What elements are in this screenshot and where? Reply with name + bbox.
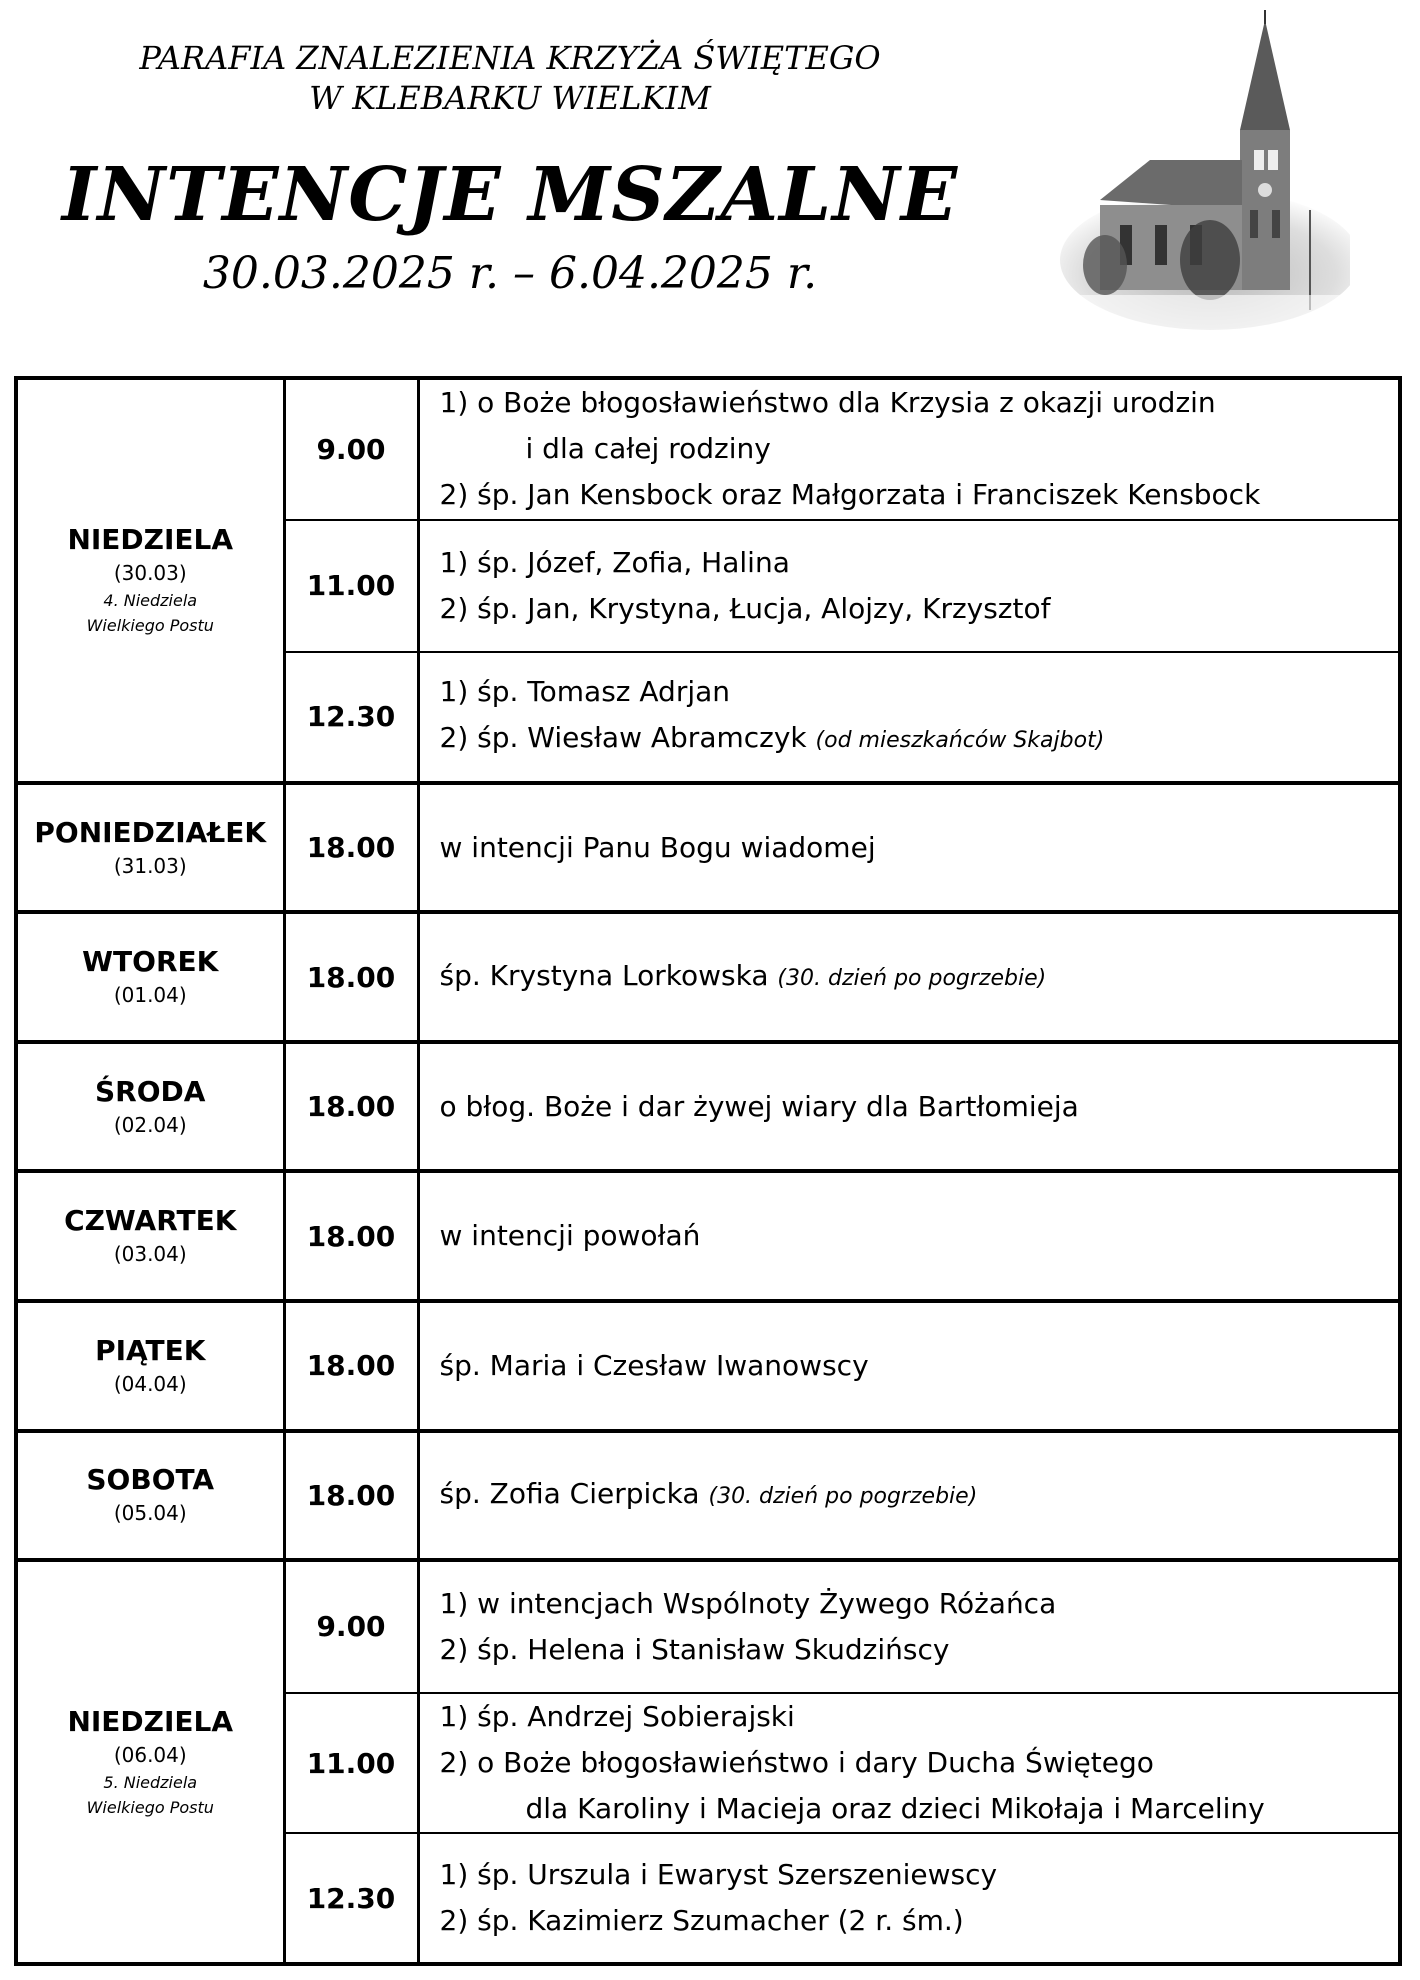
intention-line (440, 1581, 1399, 1627)
mass-time: 18.00 (284, 1301, 418, 1431)
mass-intentions (418, 912, 1400, 1042)
mass-intentions (418, 1833, 1400, 1964)
intention-text: 1) śp. Urszula i Ewaryst Szerszeniewscy (439, 1858, 998, 1892)
day-name: PIĄTEK (95, 1333, 206, 1367)
day-name: PONIEDZIAŁEK (34, 815, 267, 849)
mass-time: 18.00 (284, 1431, 418, 1561)
mass-row (16, 1560, 1400, 1693)
day-cell (16, 1171, 284, 1301)
intention-line (440, 1213, 1399, 1259)
intention-line (440, 1471, 1399, 1520)
mass-time: 18.00 (284, 1042, 418, 1172)
intention-text: 1) o Boże błogosławieństwo dla Krzysia z okazji urodzin (439, 386, 1216, 420)
mass-time: 11.00 (284, 1693, 418, 1834)
mass-intentions (418, 1301, 1400, 1431)
day-cell (16, 378, 284, 783)
intention-text: 2) śp. Jan Kensbock oraz Małgorzata i Franciszek Kensbock (439, 478, 1261, 512)
parish-line-2: W KLEBARKU WIELKIM (309, 79, 711, 117)
mass-intentions (418, 1560, 1400, 1693)
intention-note: (od mieszkańców Skajbot) (815, 728, 1105, 754)
day-date: (06.04) (113, 1743, 187, 1768)
church-illustration (1060, 10, 1350, 330)
mass-intentions (418, 520, 1400, 653)
mass-intentions (418, 1042, 1400, 1172)
mass-intentions (418, 783, 1400, 913)
mass-time: 18.00 (284, 912, 418, 1042)
mass-time: 12.30 (284, 652, 418, 783)
day-date: (31.03) (113, 853, 187, 878)
day-date: (30.03) (113, 561, 187, 586)
intention-line (440, 586, 1399, 632)
day-name: CZWARTEK (64, 1204, 237, 1238)
intention-text: śp. Maria i Czesław Iwanowscy (439, 1348, 869, 1382)
intention-line (440, 825, 1399, 871)
intention-text: śp. Krystyna Lorkowska (439, 958, 769, 992)
day-cell (16, 1042, 284, 1172)
parish-name (60, 38, 960, 118)
day-name: NIEDZIELA (67, 1705, 234, 1739)
day-date: (05.04) (113, 1501, 187, 1526)
mass-intentions (418, 652, 1400, 783)
mass-intentions (418, 1431, 1400, 1561)
mass-row (16, 783, 1400, 913)
date-range: 30.03.2025 r. – 6.04.2025 r. (202, 248, 818, 299)
mass-time: 18.00 (284, 783, 418, 913)
intention-text: 1) śp. Tomasz Adrjan (439, 675, 731, 709)
intention-text: 2) śp. Kazimierz Szumacher (2 r. śm.) (439, 1904, 964, 1938)
intention-text: 2) śp. Helena i Stanisław Skudzińscy (439, 1632, 950, 1666)
day-date: (03.04) (113, 1242, 187, 1267)
mass-intentions (418, 1171, 1400, 1301)
intention-line (440, 715, 1399, 764)
mass-time: 9.00 (284, 1560, 418, 1693)
mass-row (16, 1171, 1400, 1301)
day-name: SOBOTA (86, 1463, 215, 1497)
mass-row (16, 378, 1400, 520)
intention-line (440, 426, 1399, 472)
intention-line (440, 1898, 1399, 1944)
intention-text: 2) śp. Wiesław Abramczyk (439, 721, 807, 755)
mass-row (16, 1431, 1400, 1561)
intention-line (440, 540, 1399, 586)
intention-text: 2) śp. Jan, Krystyna, Łucja, Alojzy, Krzysztof (439, 591, 1051, 625)
mass-time: 11.00 (284, 520, 418, 653)
mass-time: 18.00 (284, 1171, 418, 1301)
parish-line-1: PARAFIA ZNALEZIENIA KRZYŻA ŚWIĘTEGO (139, 39, 881, 77)
day-date: (04.04) (113, 1371, 187, 1396)
mass-schedule-table (14, 376, 1402, 1966)
page-title: INTENCJE MSZALNE (61, 152, 959, 238)
liturgical-note: 4. Niedziela (103, 591, 198, 611)
header (0, 0, 1420, 360)
day-date: (02.04) (113, 1112, 187, 1137)
intention-line (440, 1084, 1399, 1130)
intention-line (440, 1694, 1399, 1740)
mass-time: 9.00 (284, 378, 418, 520)
intention-text: w intencji Panu Bogu wiadomej (439, 830, 876, 864)
day-name: NIEDZIELA (67, 523, 234, 557)
mass-time: 12.30 (284, 1833, 418, 1964)
intention-note: (30. dzień po pogrzebie) (777, 965, 1047, 991)
mass-intentions (418, 378, 1400, 520)
intention-line (440, 669, 1399, 715)
intention-line (440, 1627, 1399, 1673)
intention-text: 1) śp. Józef, Zofia, Halina (439, 545, 790, 579)
day-cell (16, 912, 284, 1042)
intention-line (440, 1740, 1399, 1786)
schedule-body (16, 378, 1400, 1964)
mass-row (16, 1301, 1400, 1431)
intention-line (440, 953, 1399, 1002)
day-cell (16, 783, 284, 913)
liturgical-note: 5. Niedziela (103, 1773, 198, 1793)
intention-text: 1) śp. Andrzej Sobierajski (439, 1700, 795, 1734)
mass-row (16, 912, 1400, 1042)
intention-text: dla Karoliny i Macieja oraz dzieci Mikołaja i Marceliny (525, 1792, 1265, 1826)
day-name: WTOREK (82, 945, 219, 979)
intention-text: w intencji powołań (439, 1219, 701, 1253)
intention-text: 1) w intencjach Wspólnoty Żywego Różańca (439, 1586, 1057, 1620)
intention-line (440, 1786, 1399, 1832)
liturgical-note: Wielkiego Postu (86, 616, 214, 636)
intention-line (440, 1852, 1399, 1898)
day-date: (01.04) (113, 983, 187, 1008)
day-cell (16, 1301, 284, 1431)
day-cell (16, 1560, 284, 1964)
mass-intentions (418, 1693, 1400, 1834)
mass-row (16, 1042, 1400, 1172)
intention-text: i dla całej rodziny (525, 432, 771, 466)
intention-text: śp. Zofia Cierpicka (439, 1476, 700, 1510)
intention-note: (30. dzień po pogrzebie) (708, 1483, 978, 1509)
day-name: ŚRODA (95, 1074, 206, 1108)
day-cell (16, 1431, 284, 1561)
intention-line (440, 380, 1399, 426)
intention-text: 2) o Boże błogosławieństwo i dary Ducha Świętego (439, 1746, 1154, 1780)
intention-line (440, 1343, 1399, 1389)
intention-line (440, 472, 1399, 518)
intention-text: o błog. Boże i dar żywej wiary dla Bartłomieja (439, 1089, 1079, 1123)
liturgical-note: Wielkiego Postu (86, 1798, 214, 1818)
